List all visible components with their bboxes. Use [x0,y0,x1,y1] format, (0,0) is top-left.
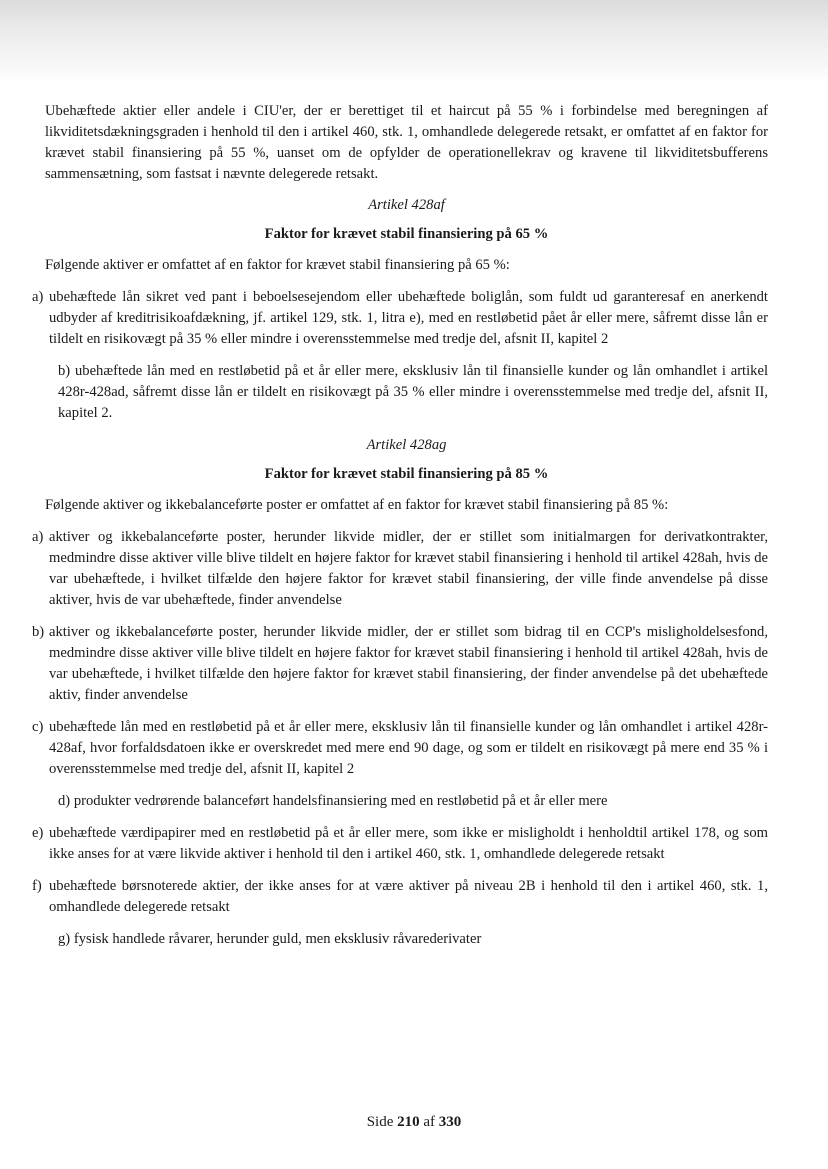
document-page [32,101,769,961]
article-428af [32,195,769,424]
article-intro: Følgende aktiver er omfattet af en faktor for krævet stabil finansiering på 65 %: [45,257,510,273]
list-item-label: f) [32,878,42,894]
list-item-label: a) [32,529,44,545]
list-item-text: produkter vedrørende balanceført handelsfinansiering med en restløbetid på et år eller mere [73,793,608,809]
list-item-text: aktiver og ikkebalanceførte poster, herunder likvide midler, der er stillet som bidrag til en CCP's misligholdelsesfond, medmindre disse aktiver ville blive tildelt en højere faktor for krævet stabil finansiering i henhold til artikel 428ah, hvis de var ubehæftede, i hvilket tilfælde den højere faktor for krævet stabil finansiering, der finder anvendelse på det ubehæftede aktiv, finder anvendelse [49,624,768,703]
list-item-c [32,717,768,780]
list-item-a [32,287,768,350]
list-item-e [32,823,768,865]
total-page-count: 330 [438,1114,462,1130]
list-item-a [32,527,768,611]
list-item-text: ubehæftede lån med en restløbetid på et år eller mere, eksklusiv lån til finansielle kunder og lån omhandlet i artikel 428r-428ad, såfremt disse lån er tildelt en risikovægt på 35 % eller mindre i overensstemmelse med tredje del, afsnit II, kapitel 2. [58,363,769,421]
list-item-text: ubehæftede lån sikret ved pant i beboelsesejendom eller ubehæftede boliglån, som fuldt ud garanteresaf en anerkendt udbyder af kreditrisikoafdækning, jf. artikel 129, stk. 1, litra e), med en restløbetid pået år eller mere, såfremt disse lån er tildelt en risikovægt på 35 % eller mindre i overensstemmelse med tredje del, afsnit II, kapitel 2 [49,289,768,347]
list-item-label: b) [32,624,45,640]
page-number-prefix: Side [366,1114,394,1130]
page-number-separator: af [423,1114,436,1130]
list-item-text: ubehæftede børsnoterede aktier, der ikke anses for at være aktiver på niveau 2B i henhold til den i artikel 460, stk. 1, omhandlede delegerede retsakt [49,878,768,915]
article-title: Artikel 428ag [366,437,447,453]
list-item-g [45,929,768,950]
list-item-label: c) [32,719,44,735]
article-heading: Faktor for krævet stabil finansiering på 85 % [264,466,549,482]
list-item-d [45,791,768,812]
list-item-text: ubehæftede lån med en restløbetid på et år eller mere, eksklusiv lån til finansielle kunder og lån omhandlet i artikel 428r-428af, hvor forfaldsdatoen ikke er overskredet med mere end 90 dage, og som er tildelt en risikovægt på mere end 35 % i overensstemmelse med tredje del, afsnit II, kapitel 2 [49,719,768,777]
list-item-b [45,361,768,424]
list-item-text: aktiver og ikkebalanceførte poster, herunder likvide midler, der er stillet som initialmargen for derivatkontrakter, medmindre disse aktiver ville blive tildelt en højere faktor for krævet stabil finansiering i henhold til artikel 428ah, hvis de var ubehæftede, i hvilket tilfælde den højere faktor for krævet stabil finansiering, der ville finde anvendelse på disse aktiver, hvis de var ubehæftede, finder anvendelse [49,529,768,608]
list-item-b [32,622,768,706]
scan-header-shade [0,0,828,82]
article-title: Artikel 428af [368,197,445,213]
list-item-f [32,876,768,918]
article-intro: Følgende aktiver og ikkebalanceførte poster er omfattet af en faktor for krævet stabil finansiering på 85 %: [45,497,669,513]
opening-paragraph: Ubehæftede aktier eller andele i CIU'er, der er berettiget til et haircut på 55 % i forbindelse med beregningen af likviditetsdækningsgraden i henhold til den i artikel 460, stk. 1, omhandlede delegerede retsakt, er omfattet af en faktor for krævet stabil finansiering på 55 %, uanset om de opfylder de operationellekrav og kravene til likviditetsbufferens sammensætning, som fastsat i nævnte delegerede retsakt. [45,103,768,182]
list-item-text: fysisk handlede råvarer, herunder guld, men eksklusiv råvarederivater [73,931,482,947]
article-428ag [32,435,768,950]
list-item-label: d) [58,793,71,809]
list-item-text: ubehæftede værdipapirer med en restløbetid på et år eller mere, som ikke er misligholdt i henholdtil artikel 178, og som ikke anses for at være likvide aktiver i henhold til den i artikel 460, stk. 1, omhandlede delegerede retsakt [49,825,768,862]
article-heading: Faktor for krævet stabil finansiering på 65 % [264,226,549,242]
list-item-label: b) [58,363,71,379]
list-item-label: e) [32,825,44,841]
page-footer [0,1114,828,1131]
current-page-number: 210 [397,1114,420,1130]
list-item-label: g) [58,931,71,947]
list-item-label: a) [32,289,44,305]
